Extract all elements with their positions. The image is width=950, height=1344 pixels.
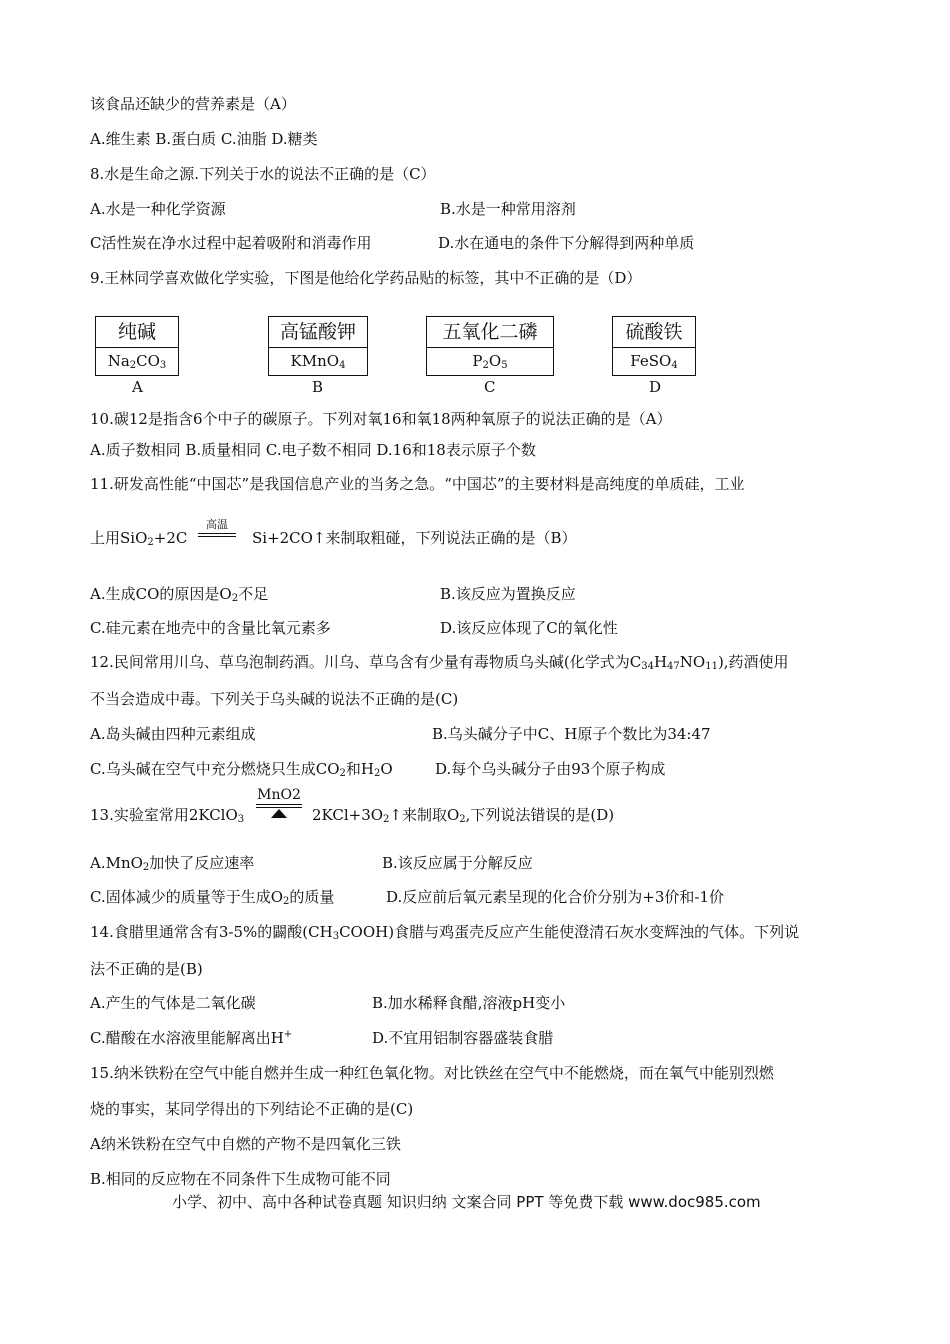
reaction-condition: MnO2 xyxy=(256,788,302,818)
label-letter: B xyxy=(312,378,324,396)
q12-option-d: D.每个乌头碱分子由93个原子构成 xyxy=(435,760,666,778)
q11-option-b: B.该反应为置换反应 xyxy=(440,585,576,603)
label-letter: D xyxy=(649,378,662,396)
q13-stem: 13.实验室常用2KClO$_3$ xyxy=(90,806,245,825)
reagent-label-d xyxy=(612,316,696,376)
q15-stem: 15.纳米铁粉在空气中能自燃并生成一种红色氧化物。对比铁丝在空气中不能燃烧，而在氧气中能别烈燃 xyxy=(90,1064,774,1082)
reagent-formula: KMnO$_4$ xyxy=(290,352,346,371)
q14-stem: 14.食腊里通常含有3-5%的闢酸$(CH_3COOH)$食腊与鸡蛋壳反应产生能使澄清石灰水变辉浊的气体。下列说 xyxy=(90,923,800,942)
q8-option-d: D.水在通电的条件下分解得到两种单质 xyxy=(438,234,695,252)
reagent-formula: FeSO$_4$ xyxy=(630,352,678,371)
reagent-label-c xyxy=(426,316,554,376)
q11-equation-rest: Si+2CO↑来制取粗碰，下列说法正确的是（B） xyxy=(252,529,577,547)
q14-option-d: D.不宜用铝制容器盛装食腊 xyxy=(372,1029,554,1047)
reagent-name: 五氧化二磷 xyxy=(427,317,553,348)
q12-option-c: C.乌头碱在空气中充分燃烧只生成$CO_2$和$H_2O$ xyxy=(90,760,393,779)
reagent-formula: $Na_2CO_3$ xyxy=(107,352,167,371)
q12-stem-2: 不当会造成中毒。下列关于乌头碱的说法不正确的是(C) xyxy=(90,690,459,708)
heat-triangle-icon xyxy=(271,809,287,818)
q8-option-b: B.水是一种常用溶剂 xyxy=(440,200,576,218)
q10-stem: 10.碳12是指含6个中子的碳原子。下列对氧16和氧18两种氧原子的说法正确的是（A） xyxy=(90,410,672,428)
q11-equation: 上用SiO$_2$+2C xyxy=(90,529,188,548)
label-letter: A xyxy=(132,378,143,396)
q13-option-b: B.该反应属于分解反应 xyxy=(382,854,533,872)
q15-stem-2: 烧的事实，某同学得出的下列结论不正确的是(C) xyxy=(90,1100,414,1118)
q9-stem: 9.王林同学喜欢做化学实验，下图是他给化学药品贴的标签，其中不正确的是（D） xyxy=(90,269,642,287)
q14-option-c: C.醋酸在水溶液里能解离出H+ xyxy=(90,1029,293,1047)
q7-options: A.维生素 B.蛋白质 C.油脂 D.糖类 xyxy=(90,130,318,148)
reagent-label-a xyxy=(95,316,179,376)
reagent-label-b xyxy=(268,316,368,376)
q11-option-a: A.生成CO的原因是$O_2$不足 xyxy=(90,585,269,604)
reagent-name: 纯碱 xyxy=(96,317,178,348)
reagent-formula: $P_2O_5$ xyxy=(472,352,508,371)
q15-option-b: B.相同的反应物在不同条件下生成物可能不同 xyxy=(90,1170,391,1188)
q11-stem: 11.研发高性能“中国芯”是我国信息产业的当务之急。“中国芯”的主要材料是高纯度的单质硅，工业 xyxy=(90,475,745,493)
q8-option-c: C活性炭在净水过程中起着吸附和消毒作用 xyxy=(90,234,372,252)
text-line: 该食品还缺少的营养素是（A） xyxy=(90,95,296,113)
q10-options: A.质子数相同 B.质量相同 C.电子数不相同 D.16和18表示原子个数 xyxy=(90,441,536,459)
q15-option-a: A纳米铁粉在空气中自燃的产物不是四氧化三铁 xyxy=(90,1135,401,1153)
q14-option-b: B.加水稀释食醋,溶液pH变小 xyxy=(372,994,566,1012)
q11-option-d: D.该反应体现了C的氧化性 xyxy=(440,619,618,637)
q12-stem: 12.民间常用川乌、草乌泡制药酒。川乌、草乌含有少量有毒物质乌头碱(化学式为$C_{34}H_{47}NO_{11}$),药酒使用 xyxy=(90,653,789,672)
q13-stem-rest: $2KCl+3O_2↑$来制取$O_2$,下列说法错误的是(D) xyxy=(312,806,615,825)
q12-option-a: A.岛头碱由四种元素组成 xyxy=(90,725,256,743)
q13-option-c: C.固体减少的质量等于生成$O_2$的质量 xyxy=(90,888,335,907)
q8-option-a: A.水是一种化学资源 xyxy=(90,200,226,218)
reagent-name: 硫酸铁 xyxy=(613,317,695,348)
page-footer: 小学、初中、高中各种试卷真题 知识归纳 文案合同 PPT 等免费下载 www.doc985.com xyxy=(172,1193,761,1211)
q14-option-a: A.产生的气体是二氧化碳 xyxy=(90,994,256,1012)
q13-option-a: A.MnO$_2$加快了反应速率 xyxy=(90,854,255,873)
q11-option-c: C.硅元素在地壳中的含量比氧元素多 xyxy=(90,619,331,637)
reagent-name: 高锰酸钾 xyxy=(269,317,367,348)
reaction-condition: 高温 xyxy=(198,519,236,537)
label-letter: C xyxy=(484,378,496,396)
q8-stem: 8.水是生命之源.下列关于水的说法不正确的是（C） xyxy=(90,165,436,183)
q13-option-d: D.反应前后氧元素呈现的化合价分别为+3价和-1价 xyxy=(386,888,724,906)
q12-option-b: B.乌头碱分子中C、H原子个数比为34:47 xyxy=(432,725,711,743)
q14-stem-2: 法不正确的是(B) xyxy=(90,960,203,978)
